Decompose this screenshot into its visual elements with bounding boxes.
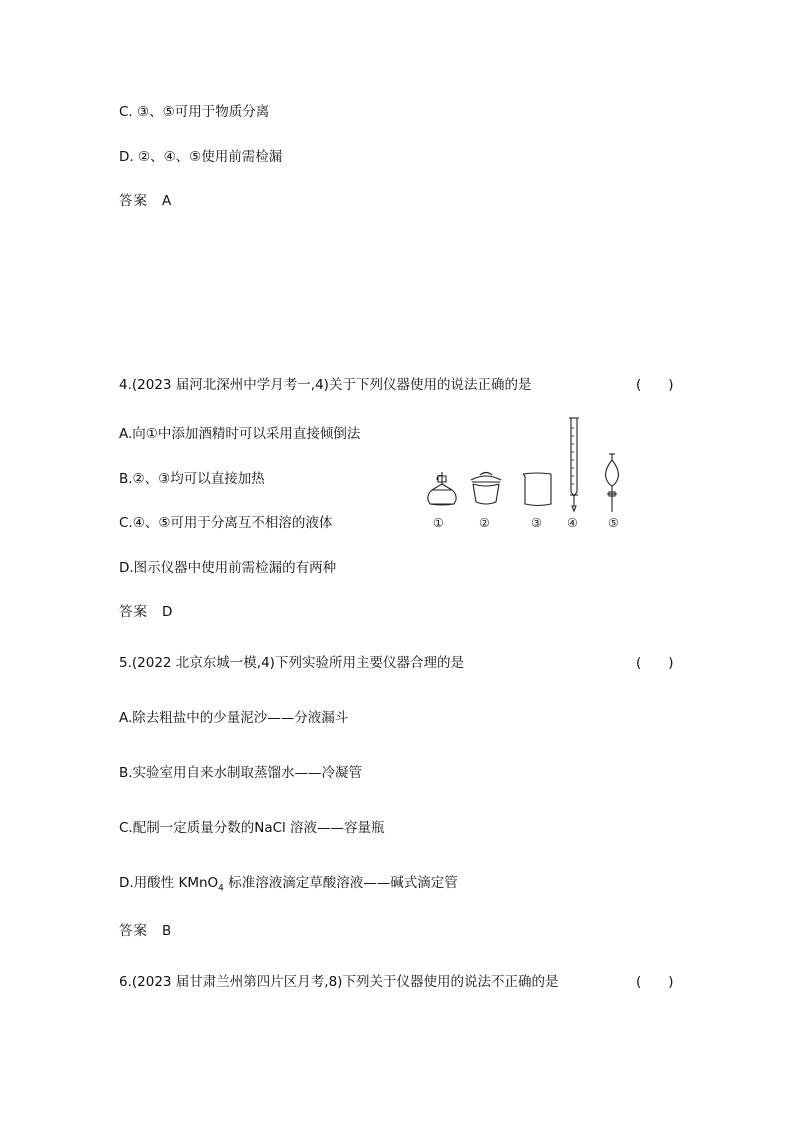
q5-option-d-subscript: 4 bbox=[218, 883, 224, 894]
prev-answer bbox=[119, 192, 171, 210]
q4-option-d: D.图示仪器中使用前需检漏的有两种 bbox=[119, 560, 337, 576]
answer-label: 答案 bbox=[119, 604, 148, 620]
answer-value: D bbox=[162, 604, 173, 620]
prev-option-d: D. ②、④、⑤使用前需检漏 bbox=[119, 149, 283, 165]
prev-option-c: C. ③、⑤可用于物质分离 bbox=[119, 104, 270, 120]
q4-stem: 4.(2023 届河北深州中学月考一,4)关于下列仪器使用的说法正确的是 bbox=[119, 377, 532, 393]
alcohol-lamp-illustration bbox=[428, 472, 456, 505]
q4-option-b: B.②、③均可以直接加热 bbox=[119, 471, 265, 487]
q4-answer bbox=[119, 603, 172, 621]
q5-answer-blank: ( ) bbox=[636, 655, 674, 671]
figure-label-3: ③ bbox=[531, 516, 542, 530]
q5-option-b: B.实验室用自来水制取蒸馏水——冷凝管 bbox=[119, 765, 363, 781]
apparatus-figure bbox=[420, 414, 635, 536]
q5-answer bbox=[119, 922, 171, 940]
figure-label-2: ② bbox=[479, 516, 490, 530]
q5-option-d-suffix: 标准溶液滴定草酸溶液——碱式滴定管 bbox=[223, 875, 458, 891]
q5-option-d-prefix: D.用酸性 KMnO bbox=[119, 875, 219, 891]
figure-label-4: ④ bbox=[567, 516, 578, 530]
q5-stem: 5.(2022 北京东城一模,4)下列实验所用主要仪器合理的是 bbox=[119, 655, 464, 671]
answer-label: 答案 bbox=[119, 923, 148, 939]
crucible-illustration bbox=[471, 473, 501, 505]
burette-illustration bbox=[569, 418, 579, 511]
q6-stem: 6.(2023 届甘肃兰州第四片区月考,8)下列关于仪器使用的说法不正确的是 bbox=[119, 974, 559, 990]
q4-option-c: C.④、⑤可用于分离互不相溶的液体 bbox=[119, 515, 333, 531]
answer-value: B bbox=[162, 923, 172, 939]
answer-value: A bbox=[162, 193, 172, 209]
q5-option-c: C.配制一定质量分数的NaCl 溶液——容量瓶 bbox=[119, 820, 385, 836]
q4-answer-blank: ( ) bbox=[636, 377, 674, 393]
figure-label-5: ⑤ bbox=[608, 516, 619, 530]
separatory-funnel-illustration bbox=[606, 454, 619, 512]
q6-answer-blank: ( ) bbox=[636, 974, 674, 990]
q5-option-a: A.除去粗盐中的少量泥沙——分液漏斗 bbox=[119, 710, 349, 726]
q4-option-a: A.向①中添加酒精时可以采用直接倾倒法 bbox=[119, 426, 361, 442]
beaker-illustration bbox=[523, 473, 551, 506]
answer-label: 答案 bbox=[119, 193, 148, 209]
q5-option-d bbox=[119, 874, 458, 898]
figure-label-1: ① bbox=[433, 516, 444, 530]
